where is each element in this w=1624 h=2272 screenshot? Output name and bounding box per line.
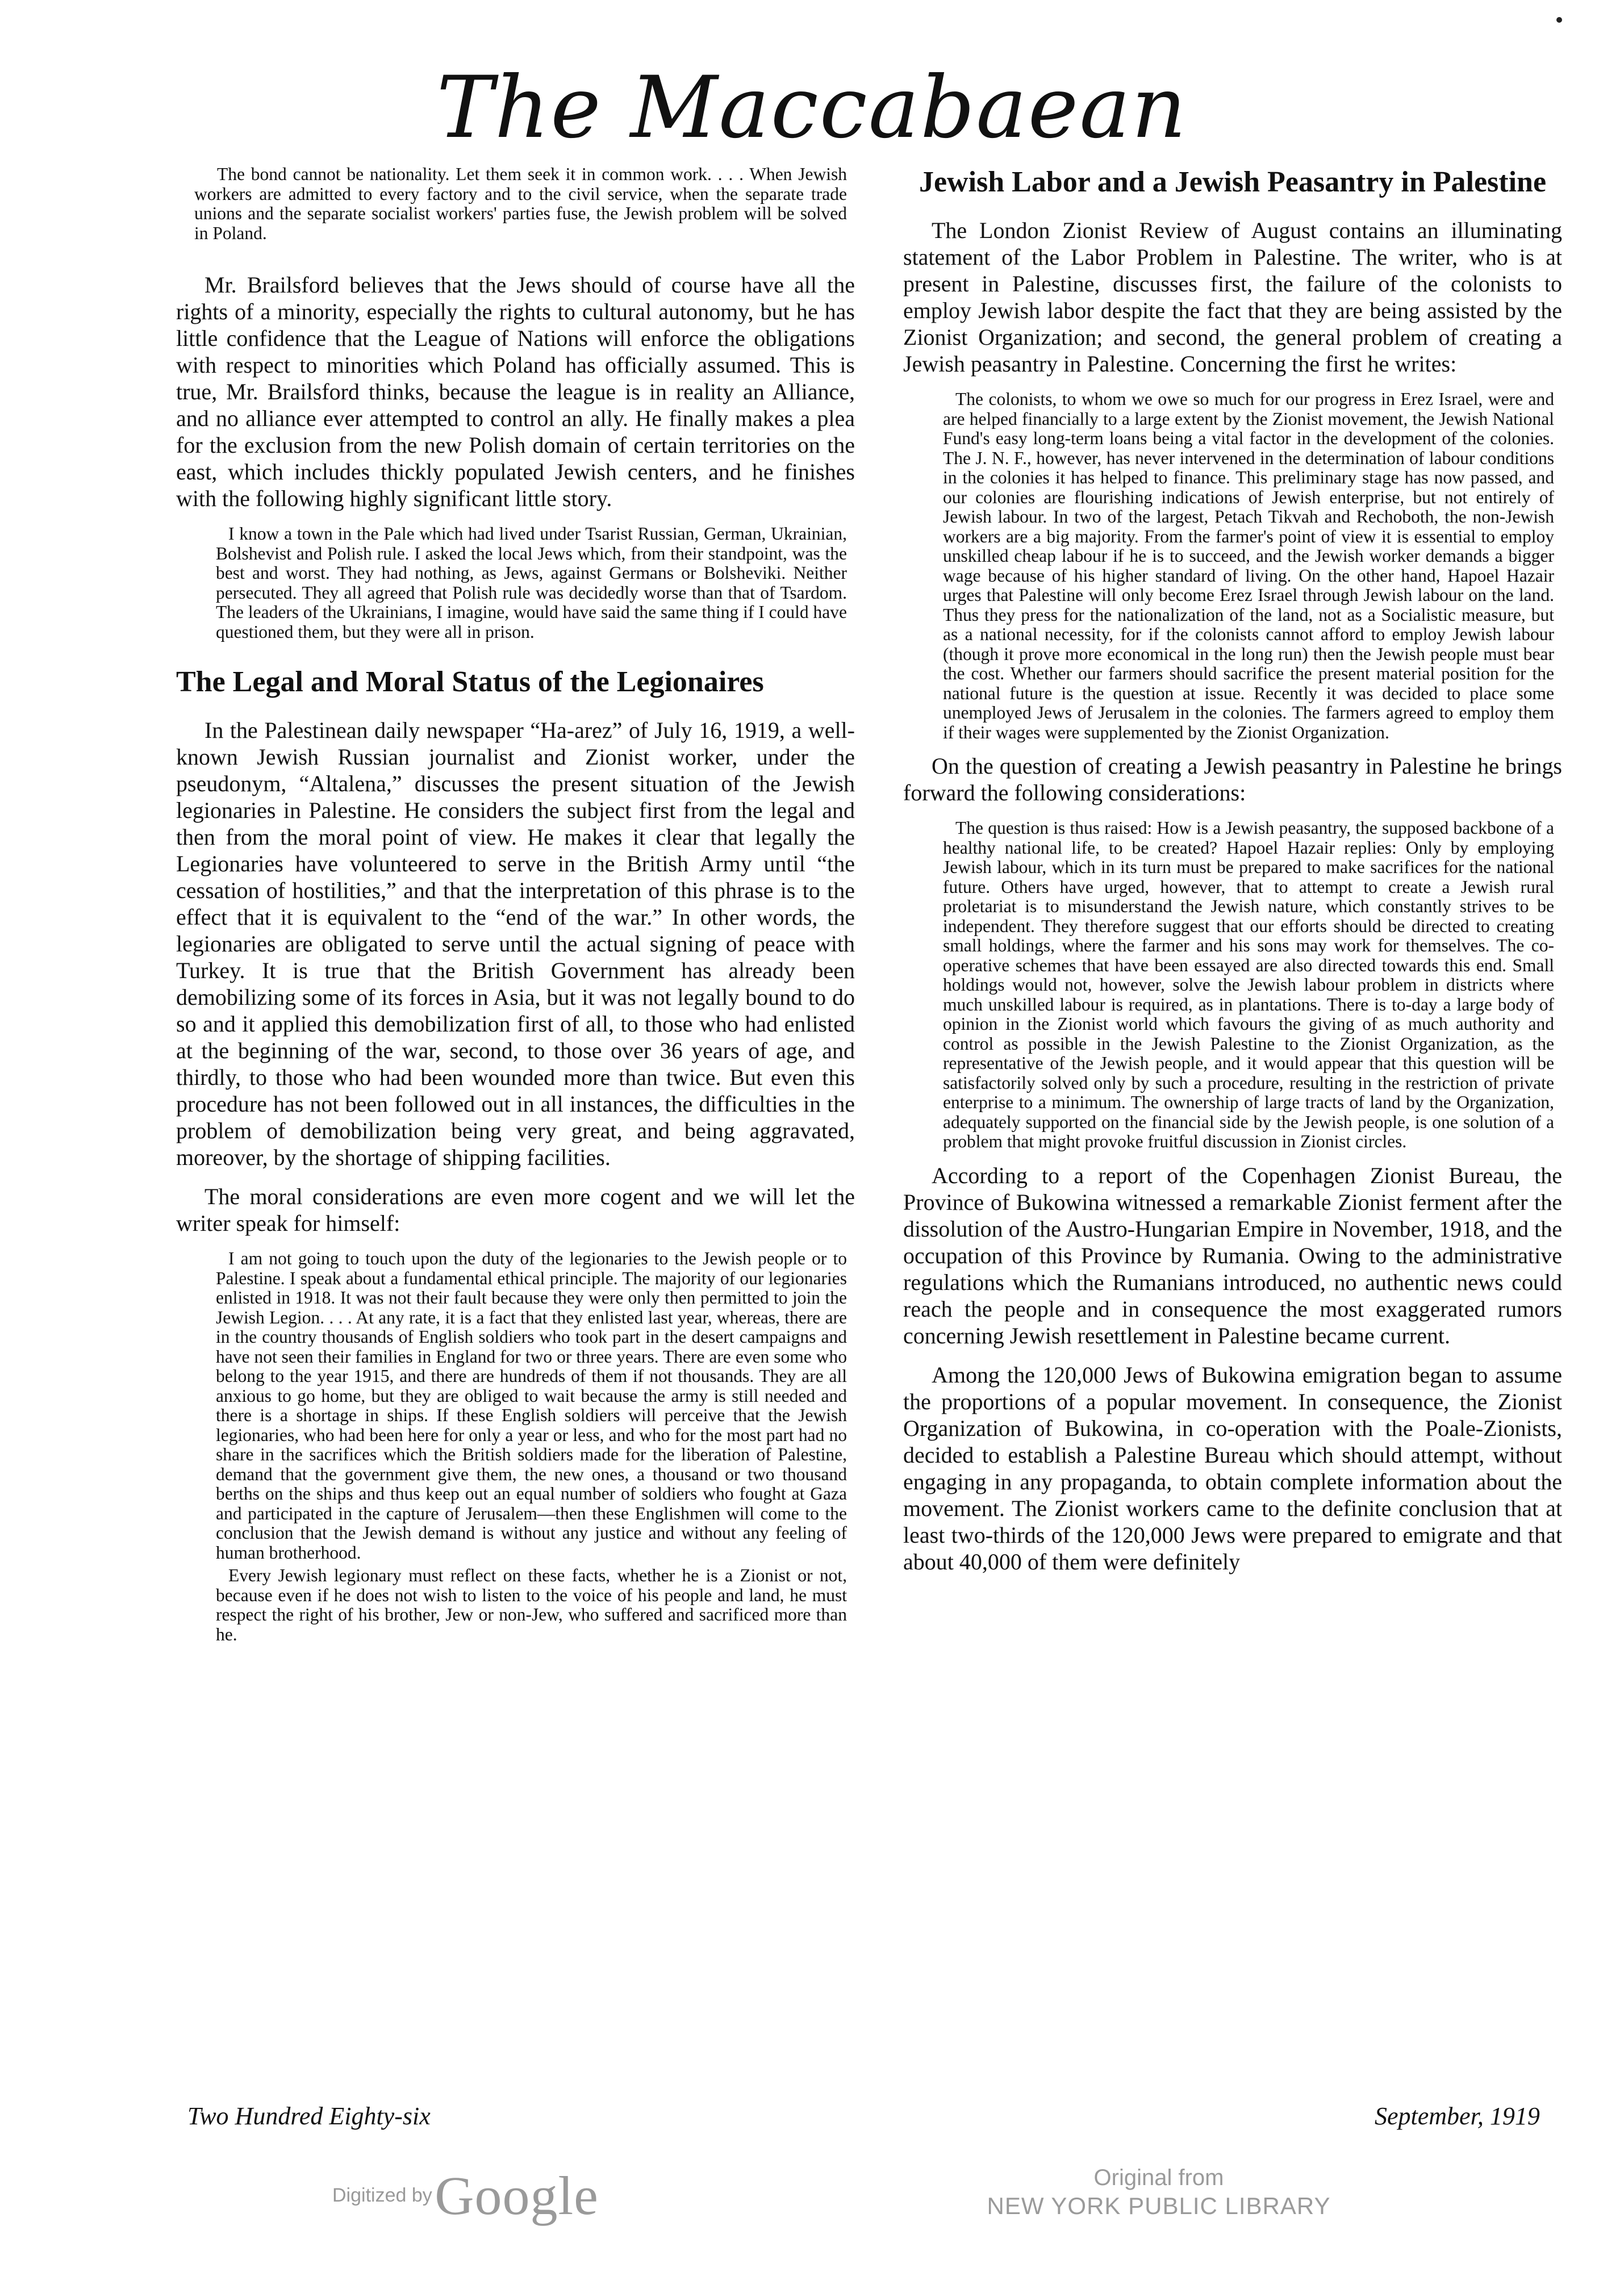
digitized-by-label: Digitized by (332, 2185, 432, 2206)
page-number-label: Two Hundred Eighty-six (187, 2102, 431, 2130)
story-quote: I know a town in the Pale which had lived under Tsarist Russian, German, Ukrainian, Bolshevist and Polish rule. I asked the local Jews which, from their standpoint, was the best and worst. They had nothing, as Jews, against Germans or Bolsheviki. Neither persecuted. They all agreed that Polish rule was decidedly worse than that of Tsardom. The leaders of the Ukrainians, I imagine, would have said the same thing if I could have questioned them, but they were all in prison. (216, 524, 847, 642)
colonists-quote: The colonists, to whom we owe so much for our progress in Erez Israel, were and are helped financially to a large extent by the Zionist movement, the Jewish National Fund's easy long-term loans being a vital factor in the development of the colonies. The J. N. F., however, has never intervened in the determination of labour conditions in the colonies it has helped to finance. This preliminary stage has now passed, and our colonies are flourishing indications of Jewish enterprise, but not entirely of Jewish labour. In two of the largest, Petach Tikvah and Rechoboth, the non-Jewish workers are a big majority. From the farmer's point of view it is essential to employ unskilled cheap labour if he is to succeed, and the Jewish worker demands a bigger wage because of his higher standard of living. On the other hand, Hapoel Hazair urges that Palestine will only become Erez Israel through Jewish labour on the land. Thus they press for the nationalization of the land, not as a Socialistic measure, but as a national necessity, for if the colonists cannot afford to employ Jewish labour (though it prove more economical in the long run) then the Jewish people must bear the cost. Whether our farmers should sacrifice the present material position for the national future is the question at issue. Recently it was decided to place some unemployed Jews of Jerusalem in the colonies. The farmers agreed to employ them if their wages were supplemented by the Zionist Organization. (943, 389, 1554, 742)
library-label: NEW YORK PUBLIC LIBRARY (987, 2192, 1331, 2219)
masthead-title: The Maccabaean (436, 59, 1188, 157)
bukowina-paragraph: According to a report of the Copenhagen Zionist Bureau, the Province of Bukowina witnessed a remarkable Zionist ferment after the dissolution of the Austro-Hungarian Empire in November, 1918, and the occupation of this Province by Rumania. Owing to the administrative regulations which the Rumanians introduced, no authentic news could reach the people and in consequence the most exaggerated rumors concerning Jewish resettlement in Palestine became current. (903, 1162, 1562, 1348)
digitized-by-watermark (332, 2164, 599, 2227)
moral-paragraph: The moral considerations are even more cogent and we will let the writer speak for himself: (176, 1184, 855, 1236)
bukowina-paragraph-continued: Among the 120,000 Jews of Bukowina emigration began to assume the proportions of a popular movement. In consequence, the Zionist Organization of Bukowina, in co-operation with the Poale-Zionists, decided to establish a Palestine Bureau which should attempt, without engaging in any propaganda, to obtain complete information about the movement. The Zionist workers came to the definite conclusion that at least two-thirds of the 120,000 Jews were prepared to emigrate and that about 40,000 of them were definitely (903, 1361, 1562, 1574)
legionaires-heading: The Legal and Moral Status of the Legionaires (176, 666, 764, 698)
moral-quote: I am not going to touch upon the duty of the legionaries to the Jewish people or to Palestine. I speak about a fundamental ethical principle. The majority of our legionaries enlisted in 1918. It was not their fault because they were only then permitted to join the Jewish Legion. . . . At any rate, it is a fact that they enlisted last year, whereas, there are in the country thousands of English soldiers who took part in the desert campaigns and have not seen their families in England for two or three years. There are even some who belong to the year 1915, and there are hundreds of them if not thousands. They are all anxious to go home, but they are obliged to wait because the army is still needed and there is a shortage in ships. If these English soldiers will perceive that the Jewish legionaries, who had been here for only a year or less, and who for the most part had no share in the sacrifices which the British soldiers made for the liberation of Palestine, demand that the government give them, the new ones, a thousand or two thousand berths on the ships and thus keep out an equal number of soldiers who fought at Gaza and participated in the capture of Jerusalem—then these Englishmen will come to the conclusion that the Jewish demand is without any justice and without any feeling of human brotherhood. (216, 1248, 847, 1563)
original-from-label: Original from (1093, 2165, 1224, 2190)
labor-paragraph: The London Zionist Review of August contains an illuminating statement of the Labor Problem in Palestine. The writer, who is at present in Palestine, discusses first, the failure of the colonists to employ Jewish labor despite the fact that they are being assisted by the Zionist Organization; and second, the general problem of creating a Jewish peasantry in Palestine. Concerning the first he writes: (903, 218, 1562, 377)
source-watermark (966, 2164, 1352, 2221)
peasantry-paragraph: On the question of creating a Jewish peasantry in Palestine he brings forward the following considerations: (903, 753, 1562, 805)
right-column (903, 165, 1562, 1588)
labor-heading: Jewish Labor and a Jewish Peasantry in Palestine (919, 166, 1547, 198)
legionaires-paragraph: In the Palestinean daily newspaper “Ha-arez” of July 16, 1919, a well-known Jewish Russian journalist and Zionist worker, under the pseudonym, “Altalena,” discusses the present situation of the Jewish legionaries in Palestine. He considers the subject first from the legal and then from the moral point of view. He makes it clear that legally the Legionaries have volunteered to serve in the British Army until “the cessation of hostilities,” and that the interpretation of this phrase is to the effect that it is equivalent to the “end of the war.” In other words, the legionaries are obligated to serve until the actual signing of peace with Turkey. It is true that the British Government has already been demobilizing some of its forces in Asia, but it was not legally bound to do so and it applied this demobilization first of all, to those who had enlisted at the beginning of the war, second, to those over 36 years of age, and thirdly, to those who had been wounded more than twice. But even this procedure has not been followed out in all instances, the difficulties in the problem of demobilization being very great, and being aggravated, moreover, by the shortage of shipping facilities. (176, 717, 855, 1170)
brailsford-paragraph: Mr. Brailsford believes that the Jews should of course have all the rights of a minority, especially the rights to cultural autonomy, but he has little confidence that the League of Nations will enforce the obligations with respect to minorities which Poland has officially assumed. This is true, Mr. Brailsford thinks, because the league is in reality an Alliance, and no alliance ever attempted to control an ally. He finally makes a plea for the exclusion from the new Polish domain of certain territories on the east, which includes thickly populated Jewish centers, and he finishes with the following highly significant little story. (176, 272, 855, 511)
moral-quote-continued: Every Jewish legionary must reflect on these facts, whether he is a Zionist or not, because even if he does not wish to listen to the voice of his people and land, he must respect the right of his brother, Jew or non-Jew, who suffered and sacrificed more than he. (216, 1565, 847, 1644)
google-logo: Google (435, 2165, 599, 2226)
margin-mark (1556, 17, 1562, 23)
peasantry-quote: The question is thus raised: How is a Jewish peasantry, the supposed backbone of a healthy national life, to be created? Hapoel Hazair replies: Only by employing Jewish labour, which in its turn must be prepared to make sacrifices for the national future. Others have urged, however, that to attempt to create a Jewish rural proletariat is to misunderstand the Jewish nature, which constantly strives to be independent. They therefore suggest that our efforts should be directed to creating small holdings, where the farmer and his sons may work for themselves. The co-operative schemes that have been essayed are also directed towards this end. Small holdings would not, however, solve the Jewish labour problem in districts where much unskilled labour is required, as in plantations. There is to-day a large body of opinion in the Zionist world which favours the giving of as much authority and control as possible in the Jewish Palestine to the Zionist Organization, as the representative of the Jewish people, and it would appear that this question will be satisfactorily solved only by such a procedure, resulting in the restriction of private enterprise to a minimum. The ownership of large tracts of land by the Organization, adequately supported on the financial side by the Jewish people, is one solution of a problem that might provoke fruitful discussion in Zionist circles. (943, 818, 1554, 1151)
left-column (176, 165, 855, 1655)
issue-date: September, 1919 (1375, 2102, 1540, 2130)
intro-quote: The bond cannot be nationality. Let them seek it in common work. . . . When Jewish workers are admitted to every factory and to the civil service, when the separate trade unions and the separate socialist workers' parties fuse, the Jewish problem will be solved in Poland. (194, 164, 847, 243)
